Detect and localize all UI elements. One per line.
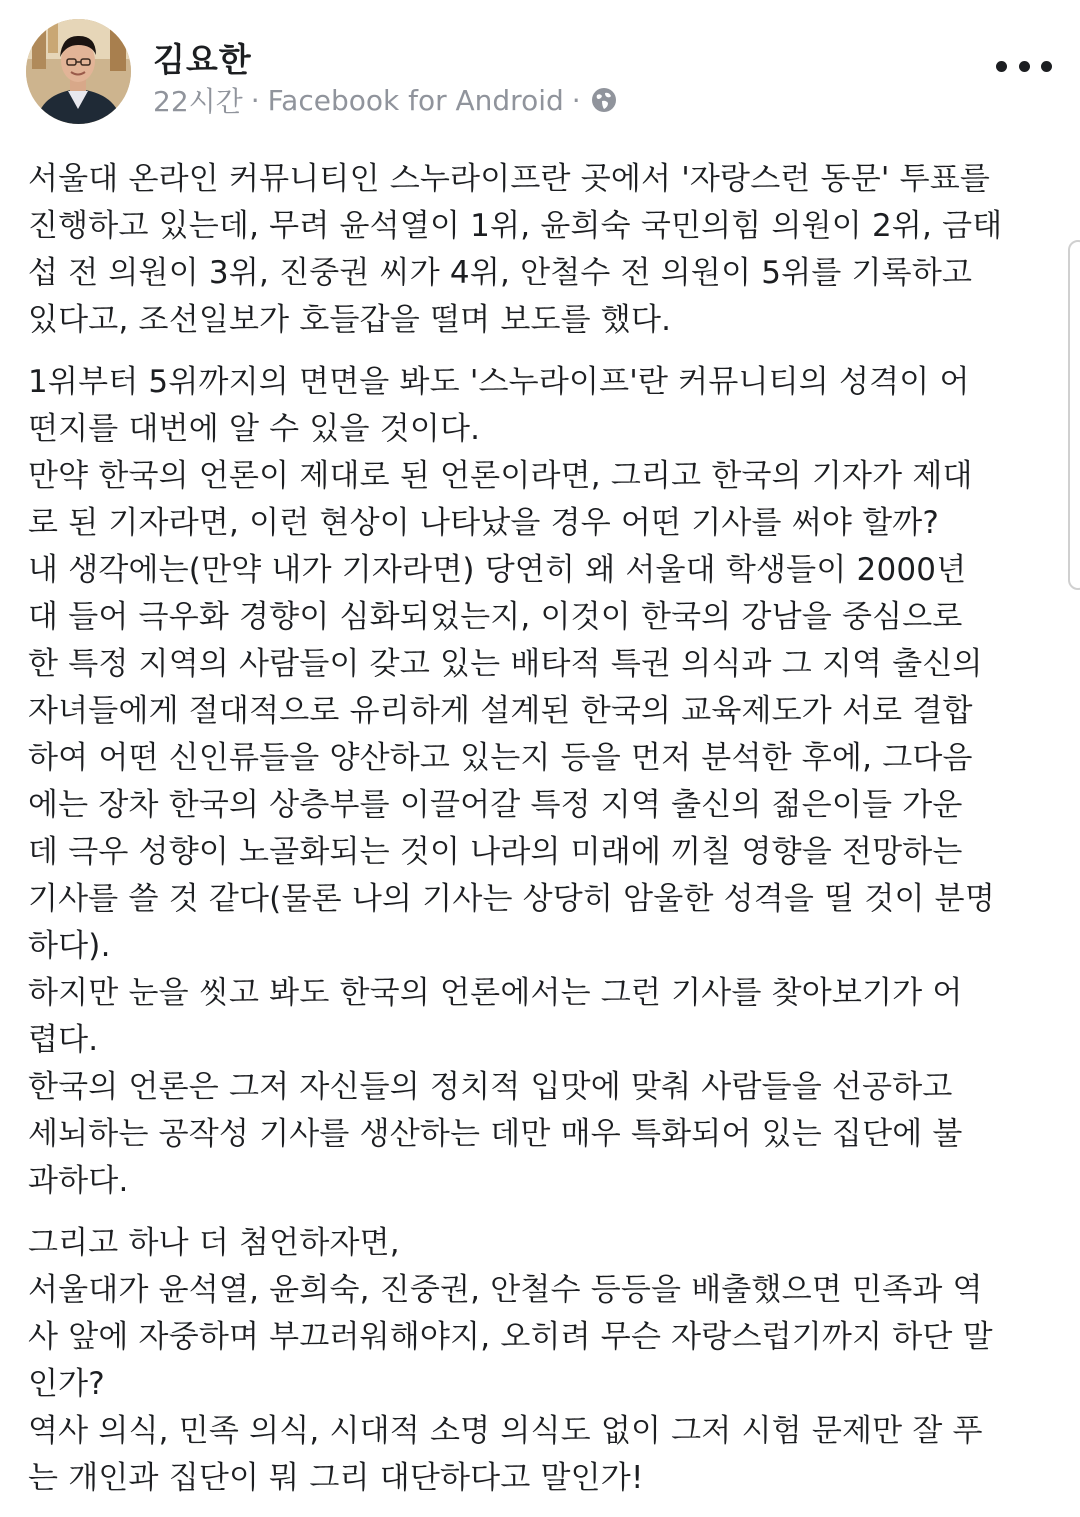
post-line: 그리고 하나 더 첨언하자면, (28, 1225, 400, 1261)
post-line: 인가? (28, 1366, 105, 1402)
post-line: 사 앞에 자중하며 부끄러워해야지, 오히려 무슨 자랑스럽기까지 하단 말 (28, 1319, 993, 1355)
post-line: 대 들어 극우화 경향이 심화되었는지, 이것이 한국의 강남을 중심으로 (28, 599, 963, 635)
post-source: Facebook for Android (267, 83, 564, 117)
post-line: 렵다. (28, 1022, 99, 1058)
avatar[interactable] (26, 19, 131, 124)
post-line: 과하다. (28, 1163, 129, 1199)
post-line: 만약 한국의 언론이 제대로 된 언론이라면, 그리고 한국의 기자가 제대 (28, 458, 973, 494)
meta-separator: · (250, 83, 260, 117)
post-line: 하여 어떤 신인류들을 양산하고 있는지 등을 먼저 분석한 후에, 그다음 (28, 740, 973, 776)
more-dots-icon (996, 61, 1007, 72)
post-line: 하지만 눈을 씻고 봐도 한국의 언론에서는 그런 기사를 찾아보기가 어 (28, 975, 963, 1011)
post-line: 세뇌하는 공작성 기사를 생산하는 데만 매우 특화되어 있는 집단에 불 (28, 1116, 963, 1152)
globe-icon[interactable] (591, 87, 617, 113)
avatar-photo (26, 19, 131, 124)
post-time[interactable]: 22시간 (153, 85, 243, 118)
post-line: 서울대 온라인 커뮤니티인 스누라이프란 곳에서 '자랑스런 동문' 투표를 (28, 161, 991, 197)
post-line: 기사를 쓸 것 같다(물론 나의 기사는 상당히 암울한 성격을 띨 것이 분명 (28, 881, 995, 917)
post-line: 떤지를 대번에 알 수 있을 것이다. (28, 411, 481, 447)
post-line: 한국의 언론은 그저 자신들의 정치적 입맛에 맞춰 사람들을 선공하고 (28, 1069, 953, 1105)
post-line: 진행하고 있는데, 무려 윤석열이 1위, 윤희숙 국민의힘 의원이 2위, 금태 (28, 208, 1003, 244)
post-line: 역사 의식, 민족 의식, 시대적 소명 의식도 없이 그저 시험 문제만 잘 푸 (28, 1413, 983, 1449)
meta-separator: · (571, 83, 581, 117)
post-line: 하다). (28, 928, 111, 964)
post-body (28, 156, 1058, 1502)
post-line: 는 개인과 집단이 뭐 그리 대단하다고 말인가! (28, 1460, 644, 1496)
post-line: 한 특정 지역의 사람들이 갖고 있는 배타적 특권 의식과 그 지역 출신의 (28, 646, 983, 682)
scrollbar[interactable] (1068, 240, 1080, 590)
post-line: 서울대가 윤석열, 윤희숙, 진중권, 안철수 등등을 배출했으면 민족과 역 (28, 1272, 983, 1308)
more-dots-icon (1041, 61, 1052, 72)
post-line: 있다고, 조선일보가 호들갑을 떨며 보도를 했다. (28, 302, 672, 338)
post-line: 자녀들에게 절대적으로 유리하게 설계된 한국의 교육제도가 서로 결합 (28, 693, 973, 729)
post-line: 데 극우 성향이 노골화되는 것이 나라의 미래에 끼칠 영향을 전망하는 (28, 834, 963, 870)
post-line: 내 생각에는(만약 내가 기자라면) 당연히 왜 서울대 학생들이 2000년 (28, 552, 967, 588)
post-line: 로 된 기자라면, 이런 현상이 나타났을 경우 어떤 기사를 써야 할까? (28, 505, 940, 541)
post-line: 에는 장차 한국의 상층부를 이끌어갈 특정 지역 출신의 젊은이들 가운 (28, 787, 963, 823)
more-dots-icon (1019, 61, 1030, 72)
post-line: 섭 전 의원이 3위, 진중권 씨가 4위, 안철수 전 의원이 5위를 기록하고 (28, 255, 973, 291)
post-header (0, 0, 1080, 135)
post-meta (153, 80, 617, 120)
author-name[interactable]: 김요한 (153, 40, 252, 79)
more-options-button[interactable] (996, 44, 1052, 88)
post-line: 1위부터 5위까지의 면면을 봐도 '스누라이프'란 커뮤니티의 성격이 어 (28, 364, 970, 400)
